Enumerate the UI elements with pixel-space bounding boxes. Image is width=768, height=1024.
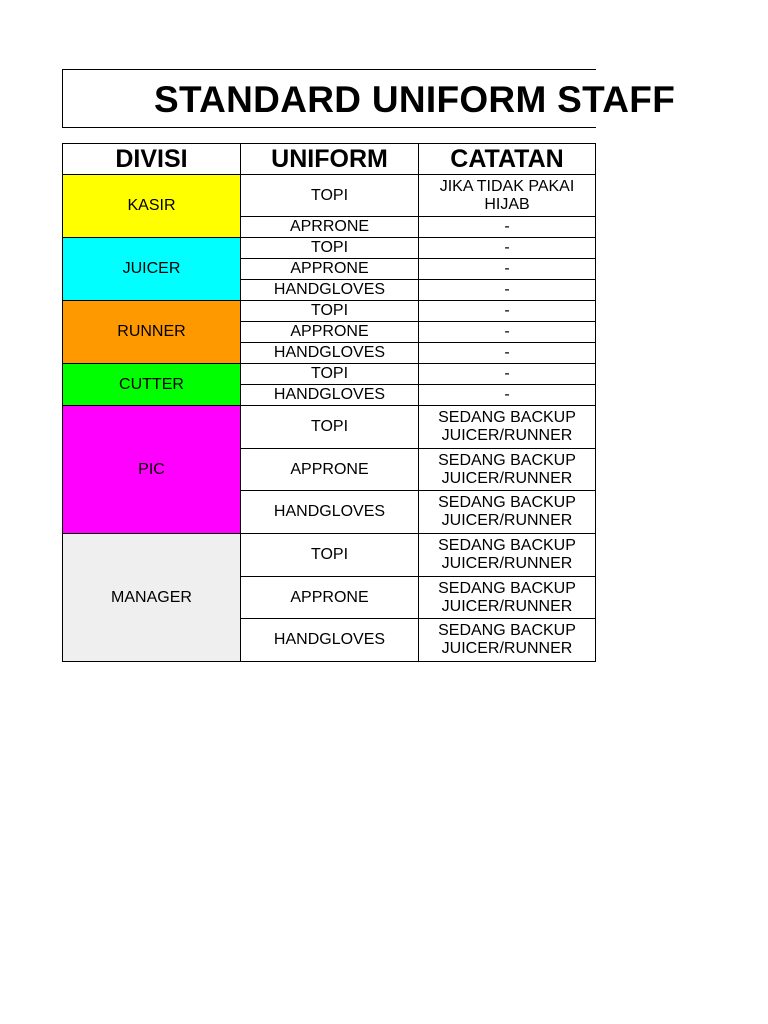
uniform-cell: TOPI xyxy=(241,175,419,217)
uniform-cell: APPRONE xyxy=(241,448,419,491)
table-row xyxy=(63,534,596,577)
catatan-cell: SEDANG BACKUP JUICER/RUNNER xyxy=(419,406,596,449)
uniform-cell: HANDGLOVES xyxy=(241,491,419,534)
divisi-juicer: JUICER xyxy=(63,238,241,301)
table-row xyxy=(63,364,596,385)
uniform-cell: HANDGLOVES xyxy=(241,385,419,406)
table-row xyxy=(63,238,596,259)
uniform-cell: APPRONE xyxy=(241,322,419,343)
uniform-cell: APPRONE xyxy=(241,576,419,619)
divisi-runner: RUNNER xyxy=(63,301,241,364)
header-uniform: UNIFORM xyxy=(241,144,419,175)
table-row xyxy=(63,301,596,322)
divisi-cutter: CUTTER xyxy=(63,364,241,406)
catatan-cell: SEDANG BACKUP JUICER/RUNNER xyxy=(419,491,596,534)
uniform-cell: TOPI xyxy=(241,238,419,259)
uniform-cell: TOPI xyxy=(241,301,419,322)
page-title: STANDARD UNIFORM STAFF xyxy=(154,79,676,120)
header-row xyxy=(63,144,596,175)
divisi-kasir: KASIR xyxy=(63,175,241,238)
catatan-cell: - xyxy=(419,217,596,238)
catatan-cell: - xyxy=(419,280,596,301)
catatan-cell: - xyxy=(419,364,596,385)
header-catatan: CATATAN xyxy=(419,144,596,175)
catatan-cell: - xyxy=(419,259,596,280)
uniform-cell: HANDGLOVES xyxy=(241,343,419,364)
title-box xyxy=(62,69,676,128)
catatan-cell: - xyxy=(419,343,596,364)
uniform-table xyxy=(62,143,596,662)
uniform-cell: HANDGLOVES xyxy=(241,280,419,301)
table-row xyxy=(63,175,596,217)
catatan-cell: - xyxy=(419,238,596,259)
divisi-manager: MANAGER xyxy=(63,534,241,662)
catatan-cell: SEDANG BACKUP JUICER/RUNNER xyxy=(419,534,596,577)
catatan-cell: JIKA TIDAK PAKAI HIJAB xyxy=(419,175,596,217)
uniform-cell: APPRONE xyxy=(241,259,419,280)
table-row xyxy=(63,406,596,449)
catatan-cell: - xyxy=(419,301,596,322)
catatan-cell: SEDANG BACKUP JUICER/RUNNER xyxy=(419,619,596,662)
uniform-cell: HANDGLOVES xyxy=(241,619,419,662)
uniform-cell: TOPI xyxy=(241,534,419,577)
uniform-cell: APRRONE xyxy=(241,217,419,238)
catatan-cell: SEDANG BACKUP JUICER/RUNNER xyxy=(419,448,596,491)
catatan-cell: SEDANG BACKUP JUICER/RUNNER xyxy=(419,576,596,619)
divisi-pic: PIC xyxy=(63,406,241,534)
uniform-cell: TOPI xyxy=(241,364,419,385)
catatan-cell: - xyxy=(419,322,596,343)
header-divisi: DIVISI xyxy=(63,144,241,175)
catatan-cell: - xyxy=(419,385,596,406)
uniform-cell: TOPI xyxy=(241,406,419,449)
